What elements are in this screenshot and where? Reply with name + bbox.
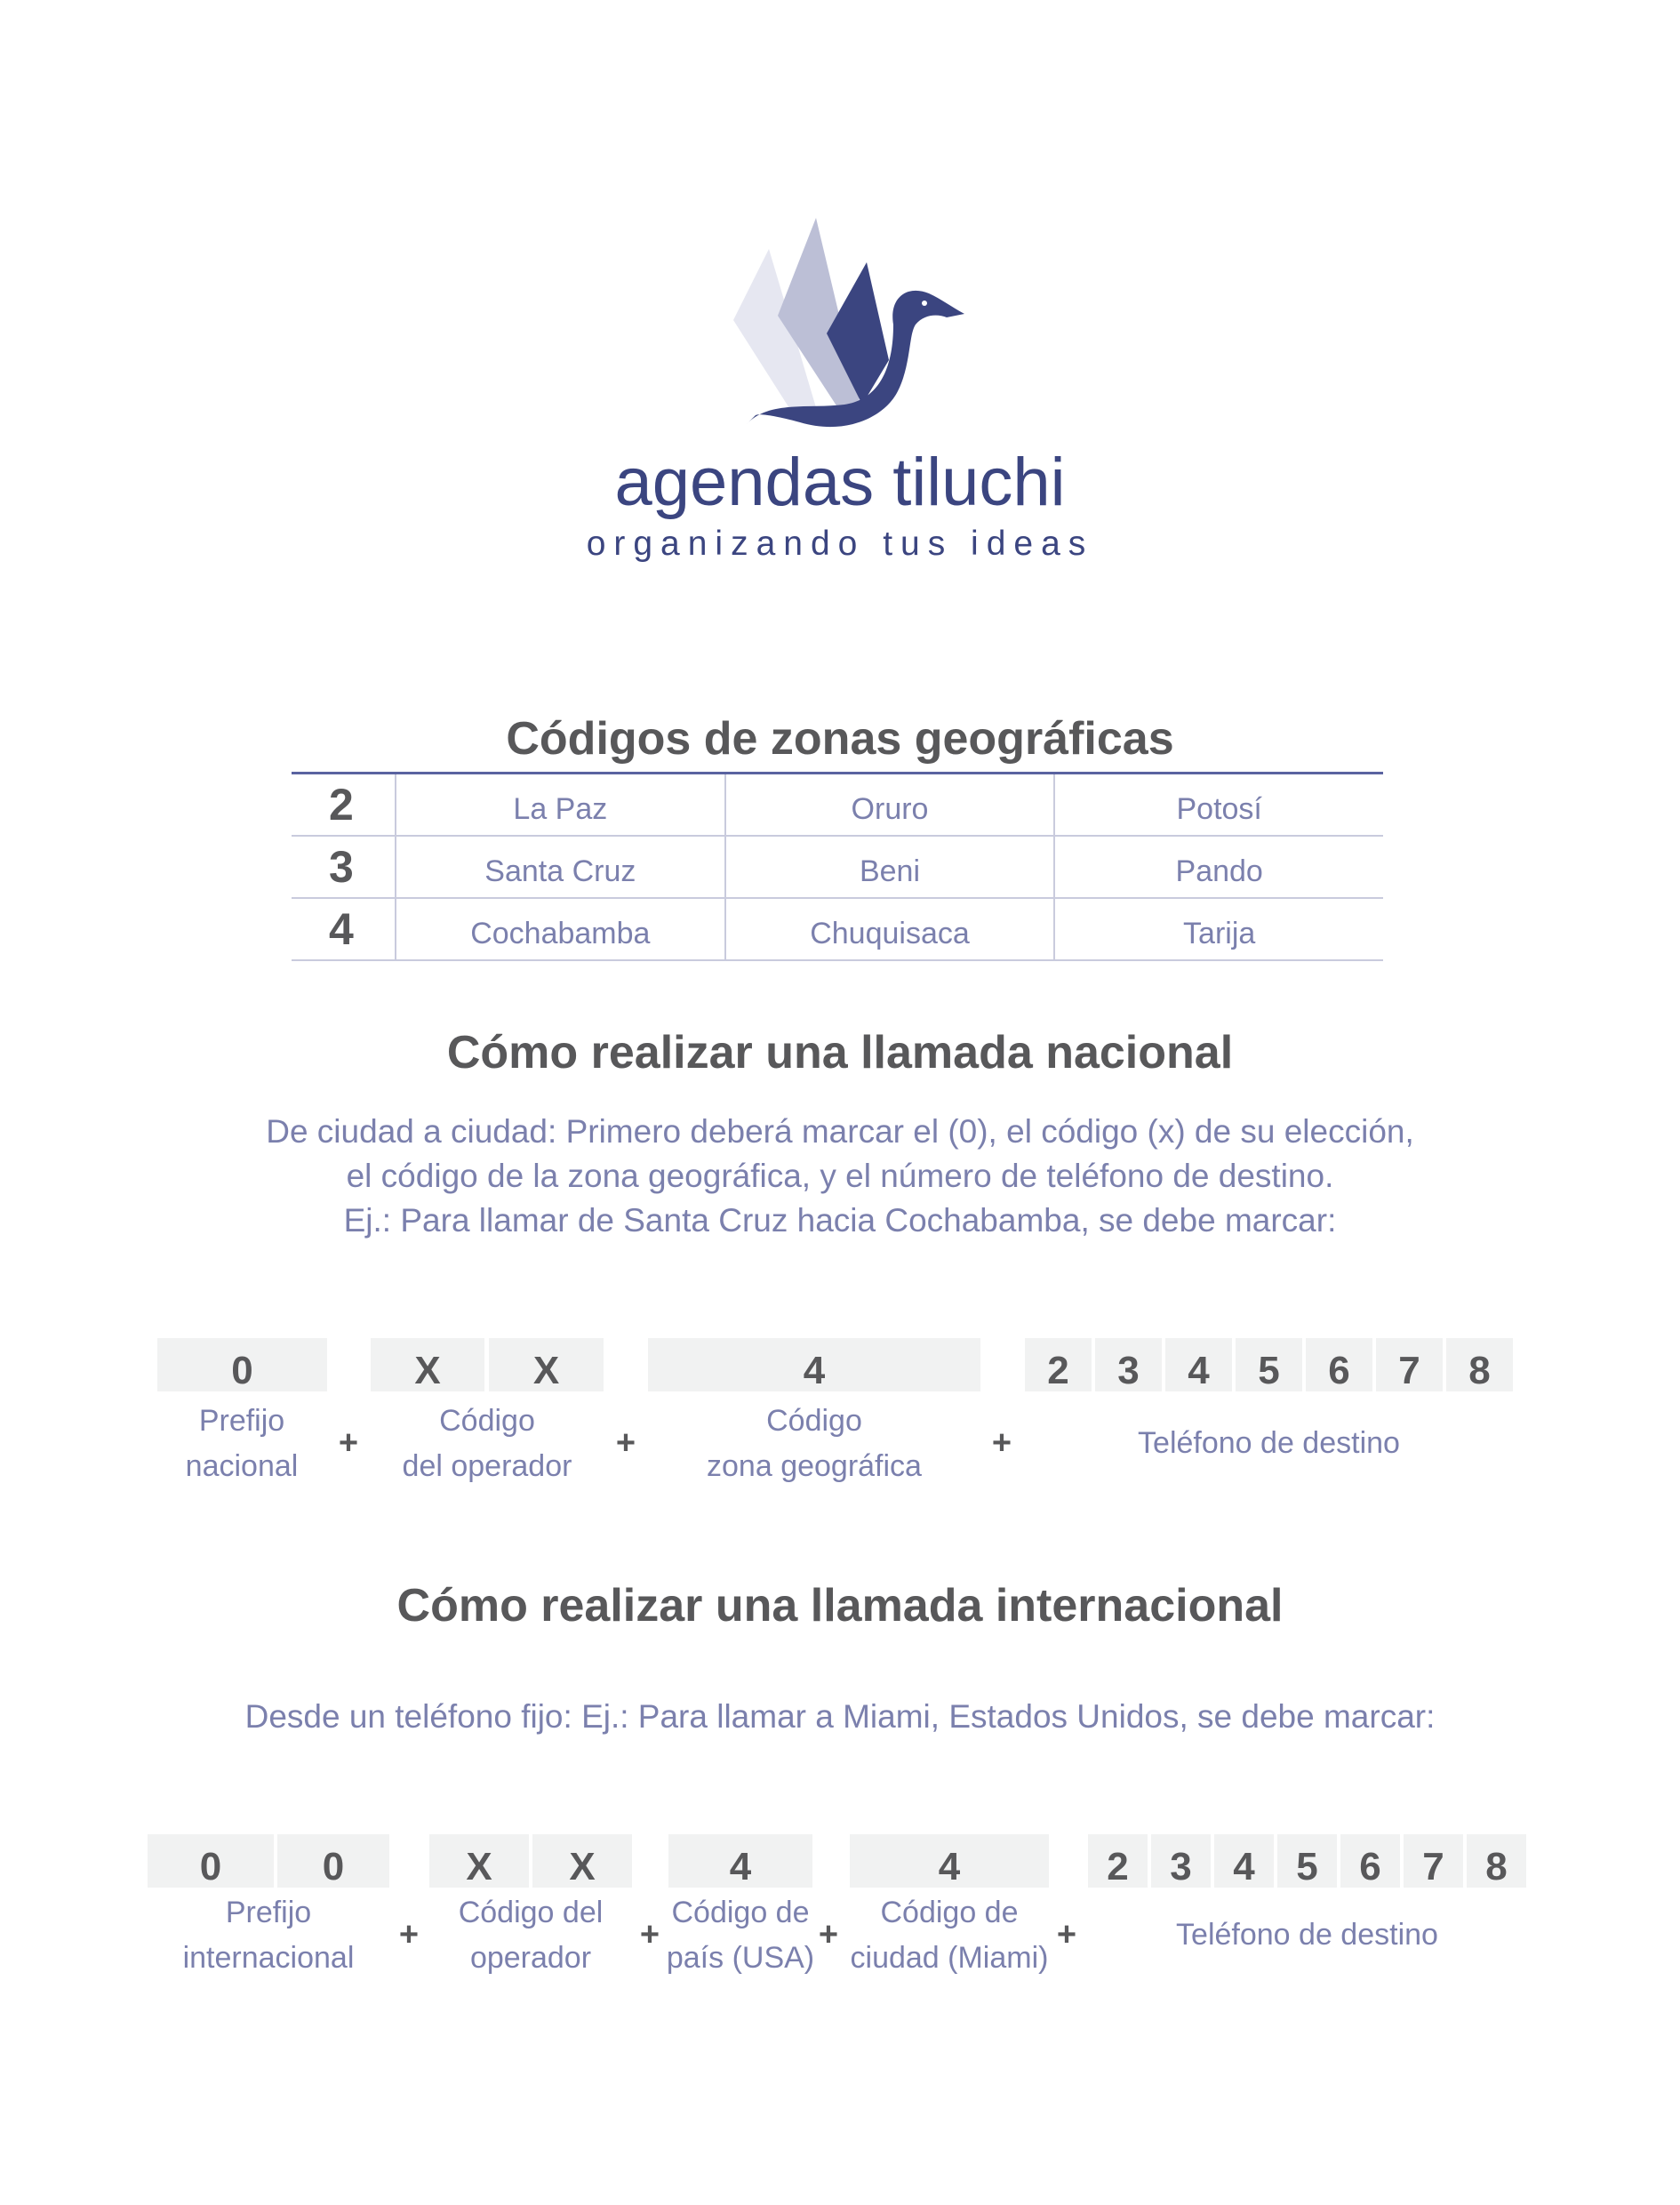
- zone-city: Cochabamba: [396, 899, 726, 959]
- label-country: [660, 1890, 820, 1981]
- national-desc-line-2: el código de la zona geográfica, y el número de teléfono de destino.: [346, 1158, 1334, 1194]
- zone-city: Oruro: [726, 774, 1056, 835]
- label-operator: [371, 1399, 604, 1489]
- zone-row: [292, 899, 1383, 961]
- label-line: Código del: [458, 1896, 604, 1929]
- brand-name: agendas tiluchi: [614, 445, 1066, 520]
- digit-box: 6: [1306, 1338, 1372, 1391]
- digit-box: 7: [1404, 1834, 1463, 1888]
- digit-box: 4: [648, 1338, 980, 1391]
- label-line: zona geográfica: [707, 1449, 922, 1483]
- digit-box: X: [371, 1338, 484, 1391]
- zones-title: Códigos de zonas geográficas: [506, 713, 1174, 765]
- digit-box: 2: [1088, 1834, 1148, 1888]
- zone-city: Santa Cruz: [396, 837, 726, 897]
- zone-code: 2: [292, 774, 396, 835]
- bird-logo-icon: [720, 218, 969, 440]
- plus-sign: +: [338, 1424, 359, 1462]
- digit-box: 2: [1025, 1338, 1092, 1391]
- digit-box: 4: [1165, 1338, 1232, 1391]
- label-phone: Teléfono de destino: [1138, 1426, 1400, 1460]
- label-zone: [648, 1399, 980, 1489]
- label-line: Prefijo: [198, 1404, 285, 1438]
- brand-tagline: organizando tus ideas: [586, 525, 1094, 563]
- label-line: del operador: [402, 1449, 572, 1483]
- zone-city: Pando: [1175, 854, 1263, 888]
- zone-city: Potosí: [1176, 792, 1262, 826]
- label-line: Prefijo: [225, 1896, 312, 1929]
- zone-row: [292, 774, 1383, 837]
- digit-box: 5: [1236, 1338, 1302, 1391]
- digit-box: 0: [148, 1834, 274, 1888]
- digit-box: 8: [1446, 1338, 1513, 1391]
- digit-box: 5: [1277, 1834, 1337, 1888]
- label-operator: [429, 1890, 632, 1981]
- label-line: Código de: [880, 1896, 1019, 1929]
- plus-sign: +: [639, 1916, 660, 1953]
- label-line: Código de: [671, 1896, 810, 1929]
- zone-city: Beni: [726, 837, 1056, 897]
- digit-box: X: [532, 1834, 632, 1888]
- digit-box: X: [489, 1338, 604, 1391]
- digit-box: 4: [850, 1834, 1049, 1888]
- label-line: internacional: [182, 1941, 355, 1975]
- label-line: operador: [469, 1941, 592, 1975]
- zone-row: [292, 837, 1383, 899]
- label-phone: Teléfono de destino: [1176, 1918, 1438, 1952]
- international-desc: Desde un teléfono fijo: Ej.: Para llamar a Miami, Estados Unidos, se debe marcar:: [244, 1698, 1436, 1735]
- label-line: Código: [439, 1404, 535, 1438]
- digit-box: 6: [1340, 1834, 1400, 1888]
- zone-city: Tarija: [1183, 917, 1256, 950]
- zones-table: [292, 772, 1383, 961]
- label-line: Código: [766, 1404, 862, 1438]
- digit-box: 4: [668, 1834, 812, 1888]
- label-prefix: [144, 1399, 340, 1489]
- label-city: [844, 1890, 1054, 1981]
- digit-box: 3: [1095, 1338, 1162, 1391]
- national-title: Cómo realizar una llamada nacional: [446, 1027, 1234, 1078]
- digit-box: 7: [1376, 1338, 1443, 1391]
- zone-city: Chuquisaca: [726, 899, 1056, 959]
- digit-box: 3: [1151, 1834, 1211, 1888]
- digit-box: 4: [1214, 1834, 1274, 1888]
- digit-box: 0: [277, 1834, 389, 1888]
- digit-box: X: [429, 1834, 529, 1888]
- digit-box: 8: [1467, 1834, 1526, 1888]
- international-title: Cómo realizar una llamada internacional: [396, 1580, 1284, 1632]
- national-desc-line-3: Ej.: Para llamar de Santa Cruz hacia Cochabamba, se debe marcar:: [343, 1202, 1337, 1239]
- digit-box: 0: [157, 1338, 327, 1391]
- plus-sign: +: [615, 1424, 636, 1462]
- label-line: ciudad (Miami): [850, 1941, 1049, 1975]
- zone-code: 3: [292, 837, 396, 897]
- plus-sign: +: [1056, 1916, 1077, 1953]
- label-line: nacional: [185, 1449, 299, 1483]
- plus-sign: +: [398, 1916, 420, 1953]
- zone-city: La Paz: [396, 774, 726, 835]
- label-prefix: [148, 1890, 389, 1981]
- plus-sign: +: [991, 1424, 1012, 1462]
- zone-code: 4: [292, 899, 396, 959]
- plus-sign: +: [818, 1916, 839, 1953]
- label-line: país (USA): [666, 1941, 815, 1975]
- national-desc-line-1: De ciudad a ciudad: Primero deberá marcar el (0), el código (x) de su elección,: [266, 1113, 1414, 1150]
